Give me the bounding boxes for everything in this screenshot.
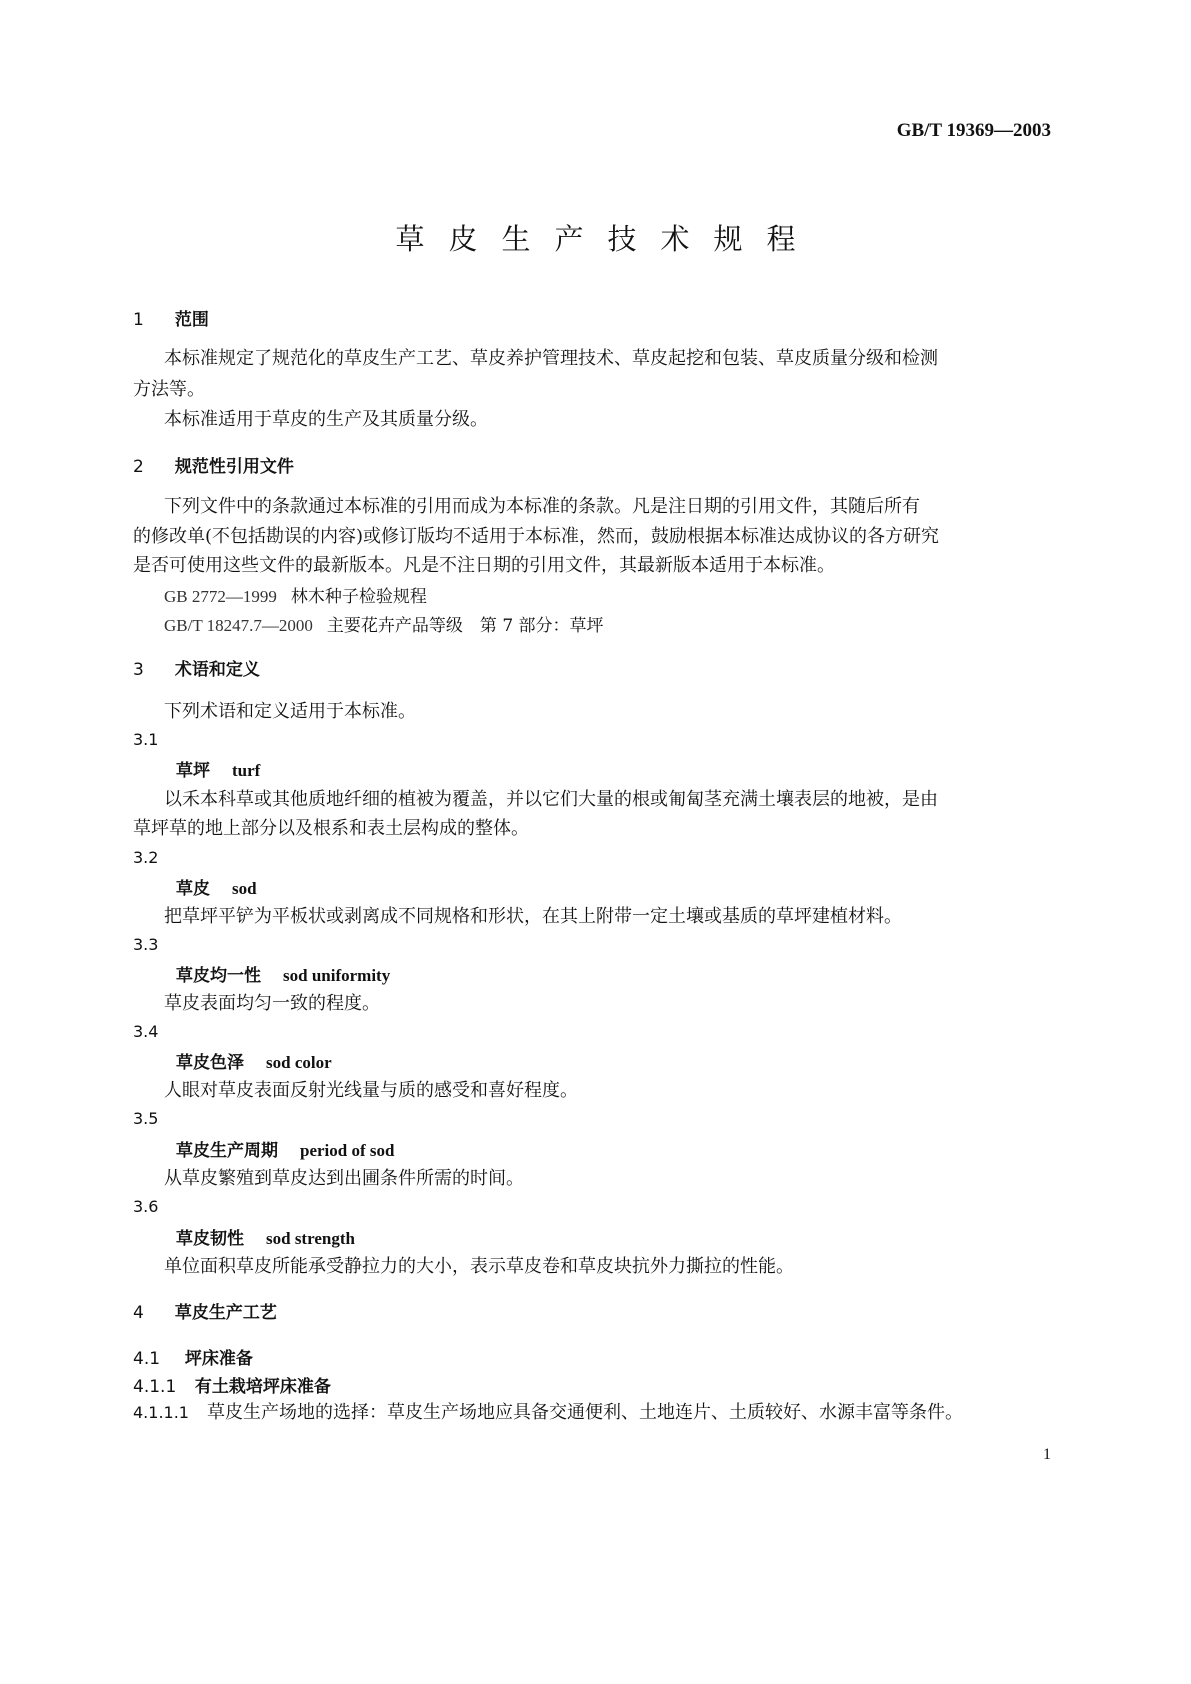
- clause-number: 3.3: [133, 935, 159, 954]
- section-title: 规范性引用文件: [174, 457, 294, 477]
- paragraph-line: 下列文件中的条款通过本标准的引用而成为本标准的条款。凡是注日期的引用文件，其随后所有: [164, 496, 920, 517]
- section-number: 4: [133, 1303, 144, 1323]
- term-zh: 草皮均一性: [176, 966, 261, 986]
- term-entry: [176, 1136, 394, 1161]
- subsection-number: 4.1.1: [133, 1377, 177, 1397]
- clause-number: 3.4: [133, 1022, 159, 1041]
- section-title: 草皮生产工艺: [174, 1303, 277, 1323]
- paragraph-line: 下列术语和定义适用于本标准。: [164, 701, 416, 722]
- clause-line: [133, 1397, 963, 1428]
- section-heading-normative-references: [133, 452, 294, 477]
- section-number: 3: [133, 660, 144, 680]
- term-en: sod: [232, 879, 257, 898]
- reference-item: [164, 582, 427, 607]
- section-heading-production-process: [133, 1298, 277, 1323]
- definition-line: 单位面积草皮所能承受静拉力的大小，表示草皮卷和草皮块抗外力撕拉的性能。: [164, 1256, 794, 1277]
- reference-code: GB/T 18247.7—2000: [164, 616, 313, 635]
- subsection-number: 4.1: [133, 1349, 161, 1369]
- term-entry: [176, 874, 257, 899]
- definition-line: 以禾本科草或其他质地纤细的植被为覆盖，并以它们大量的根或匍匐茎充满土壤表层的地被，是由: [164, 789, 938, 810]
- reference-title: 林木种子检验规程: [290, 587, 427, 607]
- subsection-title: 有土栽培坪床准备: [194, 1377, 331, 1397]
- paragraph-line: 本标准规定了规范化的草皮生产工艺、草皮养护管理技术、草皮起挖和包装、草皮质量分级和检测: [164, 348, 938, 369]
- paragraph-line: 方法等。: [133, 379, 205, 400]
- page-number: 1: [1043, 1446, 1051, 1463]
- term-en: sod color: [266, 1053, 332, 1072]
- clause-text: 草皮生产场地的选择：草皮生产场地应具备交通便利、土地连片、土质较好、水源丰富等条件。: [206, 1402, 963, 1423]
- section-heading-scope: [133, 305, 209, 330]
- subsection-title: 坪床准备: [184, 1349, 253, 1369]
- section-heading-terms: [133, 655, 260, 680]
- term-zh: 草皮色泽: [176, 1053, 244, 1073]
- document-title: 草皮生产技术规程: [395, 222, 820, 256]
- term-zh: 草坪: [176, 761, 210, 781]
- paragraph-line: 本标准适用于草皮的生产及其质量分级。: [164, 409, 488, 430]
- term-zh: 草皮: [176, 879, 210, 899]
- term-entry: [176, 1048, 332, 1073]
- clause-number: 3.1: [133, 730, 159, 749]
- standard-number: GB/T 19369—2003: [896, 120, 1051, 141]
- reference-title: 主要花卉产品等级 第 7 部分：草坪: [326, 616, 604, 636]
- subsection-heading: [133, 1372, 331, 1397]
- section-number: 2: [133, 457, 144, 477]
- reference-item: [164, 611, 604, 636]
- clause-number: 3.2: [133, 848, 159, 867]
- term-en: sod uniformity: [283, 966, 391, 985]
- subsection-heading: [133, 1344, 253, 1369]
- term-en: sod strength: [266, 1229, 355, 1248]
- definition-line: 草坪草的地上部分以及根系和表土层构成的整体。: [133, 818, 529, 839]
- clause-number: 3.5: [133, 1109, 159, 1128]
- term-entry: [176, 756, 260, 781]
- section-number: 1: [133, 310, 144, 330]
- definition-line: 把草坪平铲为平板状或剥离成不同规格和形状，在其上附带一定土壤或基质的草坪建植材料。: [164, 906, 902, 927]
- reference-code: GB 2772—1999: [164, 587, 277, 606]
- definition-line: 从草皮繁殖到草皮达到出圃条件所需的时间。: [164, 1168, 524, 1189]
- term-en: period of sod: [300, 1141, 395, 1160]
- definition-line: 草皮表面均匀一致的程度。: [164, 993, 380, 1014]
- term-zh: 草皮韧性: [176, 1229, 244, 1249]
- definition-line: 人眼对草皮表面反射光线量与质的感受和喜好程度。: [164, 1080, 578, 1101]
- clause-number: 3.6: [133, 1197, 159, 1216]
- section-title: 范围: [174, 310, 209, 330]
- section-title: 术语和定义: [174, 660, 260, 680]
- term-entry: [176, 961, 390, 986]
- paragraph-line: 的修改单(不包括勘误的内容)或修订版均不适用于本标准，然而，鼓励根据本标准达成协议的各方研究: [133, 526, 940, 547]
- term-zh: 草皮生产周期: [176, 1141, 278, 1161]
- clause-number: 4.1.1.1: [133, 1403, 189, 1422]
- term-en: turf: [232, 761, 261, 780]
- paragraph-line: 是否可使用这些文件的最新版本。凡是不注日期的引用文件，其最新版本适用于本标准。: [133, 555, 835, 576]
- term-entry: [176, 1224, 355, 1249]
